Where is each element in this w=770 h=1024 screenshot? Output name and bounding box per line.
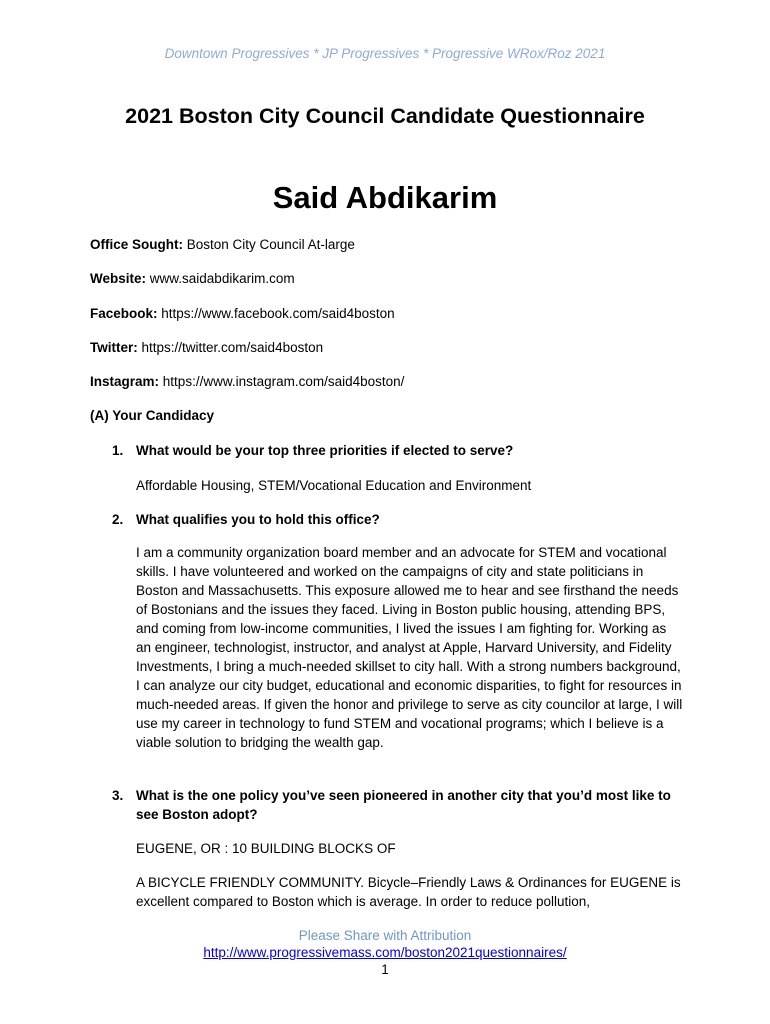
instagram-line: [90, 374, 404, 389]
twitter-line: [90, 340, 323, 355]
answer-text: I am a community organization board member and an advocate for STEM and vocational skills. I have volunteered and worked on the campaigns of city and state politicians in Boston and Massachusetts. This exposure allowed me to hear and see firsthand the needs of Bostonians and the issues they faced. Living in Boston public housing, attending BPS, and coming from low-income communities, I lived the issues I am fighting for. Working as an engineer, technologist, instructor, and analyst at Apple, Harvard University, and Fidelity Investments, I bring a much-needed skillset to city hall. With a strong numbers background, I can analyze our city budget, educational and economic disparities, to fight for resources in much-needed areas. If given the honor and privilege to serve as city councilor at large, I will use my career in technology to fund STEM and vocational programs; which I believe is a viable solution to bridging the wealth gap.: [136, 545, 683, 750]
question-number: 1.: [112, 443, 124, 458]
question-text: What qualifies you to hold this office?: [136, 512, 380, 527]
twitter-value: https://twitter.com/said4boston: [141, 340, 324, 355]
document-title: 2021 Boston City Council Candidate Questionnaire: [125, 104, 645, 128]
footer-share-note: Please Share with Attribution: [298, 928, 472, 943]
questionnaires-link[interactable]: http://www.progressivemass.com/boston2021questionnaires/: [203, 945, 567, 960]
page-number: 1: [381, 962, 389, 977]
header-note: Downtown Progressives * JP Progressives * Progressive WRox/Roz 2021: [164, 46, 606, 61]
facebook-line: [90, 306, 395, 321]
twitter-label: Twitter:: [90, 340, 138, 355]
website-value: www.saidabdikarim.com: [149, 271, 295, 286]
question-text: What is the one policy you’ve seen pioneered in another city that you’d most like to see Boston adopt?: [136, 788, 671, 822]
answer-text: EUGENE, OR : 10 BUILDING BLOCKS OF: [136, 841, 396, 856]
website-label: Website:: [90, 271, 147, 286]
instagram-value: https://www.instagram.com/said4boston/: [162, 374, 405, 389]
facebook-label: Facebook:: [90, 306, 158, 321]
instagram-label: Instagram:: [90, 374, 160, 389]
footer-link[interactable]: [0, 945, 770, 960]
website-line: [90, 271, 295, 286]
answer-text: Affordable Housing, STEM/Vocational Education and Environment: [136, 478, 532, 493]
question-text: What would be your top three priorities if elected to serve?: [136, 443, 514, 458]
question-number: 3.: [112, 788, 124, 803]
section-heading: (A) Your Candidacy: [90, 408, 215, 423]
answer-text: A BICYCLE FRIENDLY COMMUNITY. Bicycle–Friendly Laws & Ordinances for EUGENE is excellent compared to Boston which is average. In order to reduce pollution,: [136, 875, 681, 909]
office-sought-value: Boston City Council At-large: [186, 237, 355, 252]
candidate-name: Said Abdikarim: [272, 180, 498, 215]
office-sought-line: [90, 237, 355, 252]
office-sought-label: Office Sought:: [90, 237, 183, 252]
question-number: 2.: [112, 512, 124, 527]
facebook-value: https://www.facebook.com/said4boston: [161, 306, 395, 321]
